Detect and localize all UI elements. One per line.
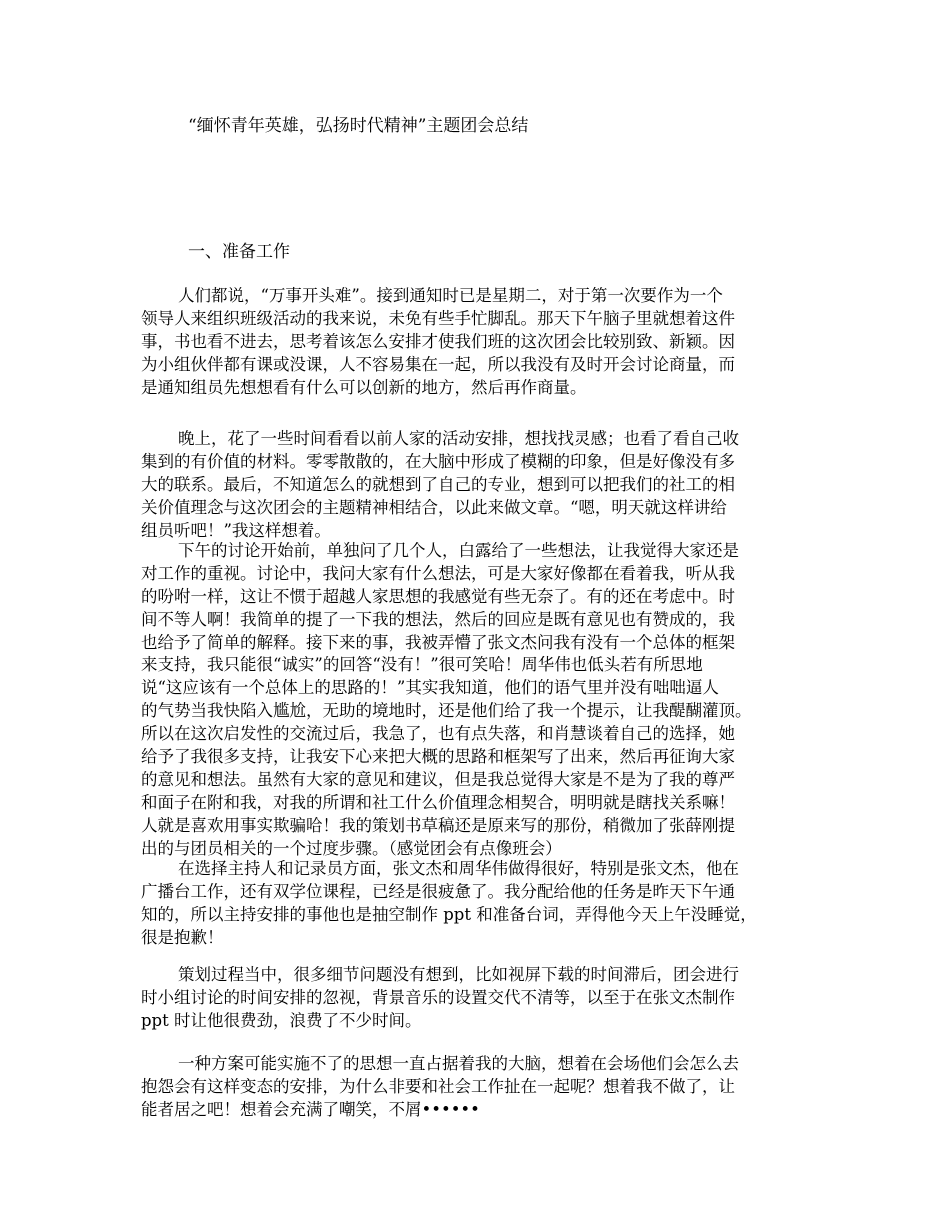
paragraph-line: 的意见和想法。虽然有大家的意见和建议，但是我总觉得大家是不是为了我的尊严 — [141, 769, 735, 789]
paragraph-1 — [141, 285, 831, 399]
paragraph-line: 是通知组员先想想看有什么可以创新的地方，然后再作商量。 — [141, 377, 587, 397]
paragraph-line: 领导人来组织班级活动的我来说，未免有些手忙脚乱。那天下午脑子里就想着这件 — [141, 308, 735, 328]
paragraph-line: 所以在这次启发性的交流过后，我急了，也有点失落，和肖慧谈着自己的选择，她 — [141, 724, 735, 744]
paragraph-2 — [141, 428, 831, 542]
paragraph-line: 策划过程当中，很多细节问题没有想到，比如视屏下载的时间滞后，团会进行 — [178, 965, 739, 984]
paragraph-line: 很是抱歉！ — [141, 927, 224, 947]
paragraph-5 — [141, 964, 831, 1033]
paragraph-3 — [141, 540, 831, 860]
paragraph-line: 和面子在附和我，对我的所谓和社工什么价值理念相契合，明明就是瞎找关系嘛！ — [141, 792, 735, 812]
paragraph-line: 在选择主持人和记录员方面，张文杰和周华伟做得很好，特别是张文杰，他在 — [178, 859, 739, 878]
paragraph-line: 下午的讨论开始前，单独问了几个人，白露给了一些想法，让我觉得大家还是 — [178, 541, 739, 560]
paragraph-line: 来支持，我只能很“诚实”的回答“没有！”很可笑哈！周华伟也低头若有所思地 — [141, 655, 703, 675]
paragraph-line: 抱怨会有这样变态的安排，为什么非要和社会工作扯在一起呢？想着我不做了，让 — [141, 1076, 735, 1096]
paragraph-line: 出的与团员相关的一个过度步骤。（感觉团会有点像班会） — [141, 838, 562, 858]
paragraph-line: 间不等人啊！我简单的提了一下我的想法，然后的回应是既有意见也有赞成的，我 — [141, 609, 735, 629]
paragraph-line: 晚上，花了一些时间看看以前人家的活动安排，想找找灵感；也看了看自己收 — [178, 429, 739, 448]
paragraph-line: 时小组讨论的时间安排的忽视，背景音乐的设置交代不清等，以至于在张文杰制作 — [141, 987, 735, 1007]
paragraph-line: 的吩咐一样，这让不惯于超越人家思想的我感觉有些无奈了。有的还在考虑中。时 — [141, 586, 735, 606]
paragraph-line: ppt 时让他很费劲，浪费了不少时间。 — [141, 1010, 422, 1030]
paragraph-line: 也给予了简单的解释。接下来的事，我被弄懵了张文杰问我有没有一个总体的框架 — [141, 632, 735, 652]
paragraph-line: 对工作的重视。讨论中，我问大家有什么想法，可是大家好像都在看着我，听从我 — [141, 563, 735, 583]
paragraph-line: 人们都说，“万事开头难”。接到通知时已是星期二，对于第一次要作为一个 — [178, 286, 723, 305]
document-title: “缅怀青年英雄，弘扬时代精神”主题团会总结 — [188, 116, 529, 136]
section-heading: 一、准备工作 — [188, 242, 290, 262]
paragraph-line: 组员听吧！”我这样想着。 — [141, 520, 331, 540]
paragraph-line: 的气势当我快陷入尴尬，无助的境地时，还是他们给了我一个提示，让我醍醐灌顶。 — [141, 701, 752, 721]
paragraph-line: 广播台工作，还有双学位课程，已经是很疲惫了。我分配给他的任务是昨天下午通 — [141, 881, 735, 901]
paragraph-line: 知的，所以主持安排的事他也是抽空制作 ppt 和准备台词，弄得他今天上午没睡觉， — [141, 904, 757, 924]
paragraph-line: 一种方案可能实施不了的思想一直占据着我的大脑，想着在会场他们会怎么去 — [178, 1054, 739, 1073]
paragraph-line: 能者居之吧！想着会充满了嘲笑，不屑•••••• — [141, 1099, 480, 1119]
paragraph-line: 为小组伙伴都有课或没课，人不容易集在一起，所以我没有及时开会讨论商量，而 — [141, 354, 735, 374]
paragraph-line: 人就是喜欢用事实欺骗哈！我的策划书草稿还是原来写的那份，稍微加了张薛刚提 — [141, 815, 735, 835]
paragraph-line: 事，书也看不进去，思考着该怎么安排才使我们班的这次团会比较别致、新颖。因 — [141, 331, 735, 351]
paragraph-4 — [141, 858, 831, 950]
paragraph-line: 给予了我很多支持，让我安下心来把大概的思路和框架写了出来，然后再征询大家 — [141, 747, 735, 767]
paragraph-line: 大的联系。最后，不知道怎么的就想到了自己的专业，想到可以把我们的社工的相 — [141, 474, 735, 494]
paragraph-line: 集到的有价值的材料。零零散散的，在大脑中形成了模糊的印象，但是好像没有多 — [141, 451, 735, 471]
paragraph-6 — [141, 1053, 831, 1122]
paragraph-line: 说“这应该有一个总体上的思路的！”其实我知道，他们的语气里并没有咄咄逼人 — [141, 678, 719, 698]
paragraph-line: 关价值理念与这次团会的主题精神相结合，以此来做文章。“嗯，明天就这样讲给 — [141, 497, 727, 517]
